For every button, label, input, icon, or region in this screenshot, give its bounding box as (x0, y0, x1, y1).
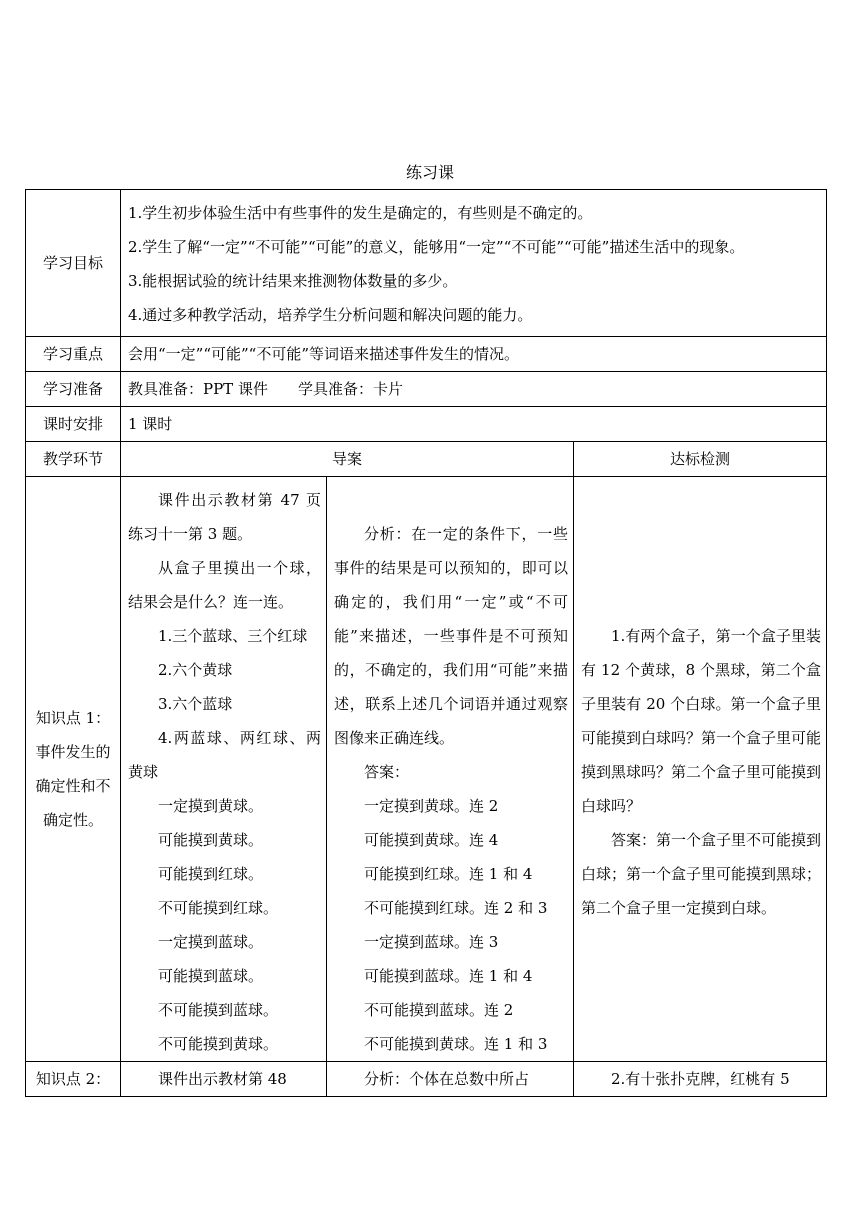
row-header (26, 442, 827, 477)
exercise-outcome: 不可能摸到黄球。 (158, 1035, 279, 1053)
exercise-item: 2.六个黄球 (158, 661, 233, 679)
kp1-analysis (327, 477, 574, 1062)
answer-label: 答案： (364, 763, 410, 781)
kp2-exercise (121, 1062, 327, 1097)
row-focus (26, 337, 827, 372)
exercise-outcome: 不可能摸到蓝球。 (158, 1001, 279, 1019)
goal-item: 1.学生初步体验生活中有些事件的发生是确定的，有些则是不确定的。 (128, 204, 593, 222)
answer-line: 一定摸到黄球。连 2 (364, 797, 499, 815)
page-title: 练习课 (405, 163, 454, 182)
answer-line: 不可能摸到蓝球。连 2 (364, 1001, 514, 1019)
exercise-item: 1.三个蓝球、三个红球 (158, 627, 308, 645)
kp2-exercise-text: 课件出示教材第 48 (158, 1070, 287, 1088)
exercise-intro: 课件出示教材第 47 页练习十一第 3 题。 (128, 491, 321, 543)
answer-line: 不可能摸到红球。连 2 和 3 (364, 899, 548, 917)
exercise-item: 4.两蓝球、两红球、两黄球 (128, 729, 321, 781)
exercise-outcome: 不可能摸到红球。 (158, 899, 279, 917)
lesson-plan-table (25, 189, 827, 1097)
schedule-label: 课时安排 (26, 407, 121, 442)
goals-label: 学习目标 (26, 190, 121, 337)
goal-item: 2.学生了解“一定”“不可能”“可能”的意义，能够用“一定”“不可能”“可能”描述生活中的现象。 (128, 238, 745, 256)
answer-line: 一定摸到蓝球。连 3 (364, 933, 499, 951)
kp2-label: 知识点 2： (26, 1062, 121, 1097)
answer-line: 不可能摸到黄球。连 1 和 3 (364, 1035, 548, 1053)
focus-text: 会用“一定”“可能”“不可能”等词语来描述事件发生的情况。 (121, 337, 827, 372)
check-answer: 答案：第一个盒子里不可能摸到白球；第一个盒子里可能摸到黑球；第二个盒子里一定摸到白球。 (581, 831, 822, 917)
row-prep (26, 372, 827, 407)
row-knowledge-point-1 (26, 477, 827, 1062)
check-question: 1.有两个盒子，第一个盒子里装有 12 个黄球，8 个黑球，第二个盒子里装有 20 个白球。第一个盒子里可能摸到白球吗？第一个盒子里可能摸到黑球吗？第二个盒子里可能摸到白球吗？ (581, 627, 822, 815)
exercise-outcome: 可能摸到黄球。 (158, 831, 264, 849)
goal-item: 4.通过多种教学活动，培养学生分析问题和解决问题的能力。 (128, 306, 533, 324)
answer-line: 可能摸到红球。连 1 和 4 (364, 865, 533, 883)
prep-text: 教具准备：PPT 课件 学具准备：卡片 (121, 372, 827, 407)
header-check: 达标检测 (574, 442, 827, 477)
header-guide: 导案 (121, 442, 574, 477)
answer-line: 可能摸到黄球。连 4 (364, 831, 499, 849)
analysis-text: 分析：在一定的条件下，一些事件的结果是可以预知的，即可以确定的，我们用“一定”或“不可能”来描述，一些事件是不可预知的，不确定的，我们用“可能”来描述，联系上述几个词语并通过观察图像来正确连线。 (334, 525, 568, 747)
focus-label: 学习重点 (26, 337, 121, 372)
kp1-check (574, 477, 827, 1062)
row-schedule (26, 407, 827, 442)
kp2-check (574, 1062, 827, 1097)
goal-item: 3.能根据试验的统计结果来推测物体数量的多少。 (128, 272, 458, 290)
kp2-check-text: 2.有十张扑克牌，红桃有 5 (611, 1070, 790, 1088)
row-knowledge-point-2 (26, 1062, 827, 1097)
kp2-analysis-text: 分析：个体在总数中所占 (364, 1070, 530, 1088)
exercise-outcome: 可能摸到红球。 (158, 865, 264, 883)
kp2-analysis (327, 1062, 574, 1097)
goals-content (121, 190, 827, 337)
exercise-outcome: 一定摸到蓝球。 (158, 933, 264, 951)
exercise-intro: 从盒子里摸出一个球，结果会是什么？连一连。 (128, 559, 321, 611)
exercise-outcome: 可能摸到蓝球。 (158, 967, 264, 985)
row-goals (26, 190, 827, 337)
kp1-label: 知识点 1：事件发生的确定性和不确定性。 (26, 477, 121, 1062)
exercise-outcome: 一定摸到黄球。 (158, 797, 264, 815)
answer-line: 可能摸到蓝球。连 1 和 4 (364, 967, 533, 985)
prep-label: 学习准备 (26, 372, 121, 407)
schedule-text: 1 课时 (121, 407, 827, 442)
header-stage: 教学环节 (26, 442, 121, 477)
kp1-exercise (121, 477, 327, 1062)
exercise-item: 3.六个蓝球 (158, 695, 233, 713)
